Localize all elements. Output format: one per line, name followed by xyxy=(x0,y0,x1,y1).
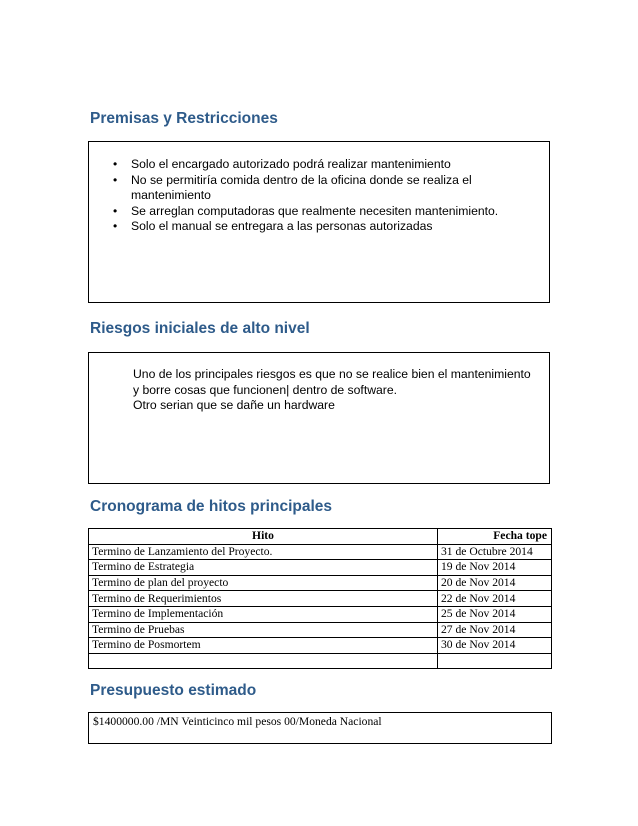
header-fecha: Fecha tope xyxy=(438,529,552,545)
riesgos-heading: Riesgos iniciales de alto nivel xyxy=(90,320,310,337)
premisas-heading: Premisas y Restricciones xyxy=(90,110,278,127)
cell-hito xyxy=(89,653,438,669)
cell-fecha: 31 de Octubre 2014 xyxy=(438,544,552,560)
bullet-icon: • xyxy=(113,203,118,218)
bullet-icon: • xyxy=(113,219,118,233)
table-row xyxy=(89,575,552,591)
header-hito: Hito xyxy=(89,529,438,545)
cronograma-heading: Cronograma de hitos principales xyxy=(90,498,333,515)
cell-fecha: 25 de Nov 2014 xyxy=(438,606,552,622)
cell-fecha: 22 de Nov 2014 xyxy=(438,591,552,607)
cell-fecha: 19 de Nov 2014 xyxy=(438,560,552,576)
cell-fecha: 20 de Nov 2014 xyxy=(438,575,552,591)
bullet-icon: • xyxy=(113,172,118,187)
bullet-icon: • xyxy=(113,157,118,171)
premisas-list xyxy=(89,157,549,235)
hitos-table xyxy=(88,528,552,669)
cell-hito: Termino de Lanzamiento del Proyecto. xyxy=(89,544,438,560)
cell-hito: Termino de Estrategia xyxy=(89,560,438,576)
riesgo-line: Uno de los principales riesgos es que no se realice bien el mantenimiento xyxy=(133,367,531,381)
cell-hito: Termino de plan del proyecto xyxy=(89,575,438,591)
premisa-item: • No se permitiría comida dentro de la oficina donde se realiza el mantenimiento xyxy=(113,172,472,202)
table-row xyxy=(89,544,552,560)
premisa-item: • Solo el encargado autorizado podrá realizar mantenimiento xyxy=(113,157,451,171)
table-row xyxy=(89,591,552,607)
cell-hito: Termino de Requerimientos xyxy=(89,591,438,607)
table-row xyxy=(89,638,552,654)
premisas-box xyxy=(88,141,550,303)
table-row xyxy=(89,606,552,622)
table-row xyxy=(89,560,552,576)
cell-hito: Termino de Implementación xyxy=(89,606,438,622)
premisa-item: • Se arreglan computadoras que realmente necesiten mantenimiento. xyxy=(113,203,499,218)
cell-fecha xyxy=(438,653,552,669)
presupuesto-text: $1400000.00 /MN Veinticinco mil pesos 00/Moneda Nacional xyxy=(93,715,382,728)
cell-hito: Termino de Pruebas xyxy=(89,622,438,638)
presupuesto-heading: Presupuesto estimado xyxy=(90,682,257,699)
premisa-item: • Solo el manual se entregara a las personas autorizadas xyxy=(113,219,433,233)
presupuesto-box xyxy=(88,712,552,744)
cell-fecha: 27 de Nov 2014 xyxy=(438,622,552,638)
table-header-row xyxy=(89,529,552,545)
cell-hito: Termino de Posmortem xyxy=(89,638,438,654)
riesgo-line: y borre cosas que funcionen| dentro de software. xyxy=(133,382,398,397)
table-row xyxy=(89,653,552,669)
riesgos-box xyxy=(88,352,550,484)
table-row xyxy=(89,622,552,638)
cell-fecha: 30 de Nov 2014 xyxy=(438,638,552,654)
riesgo-line: Otro serian que se dañe un hardware xyxy=(133,398,335,412)
